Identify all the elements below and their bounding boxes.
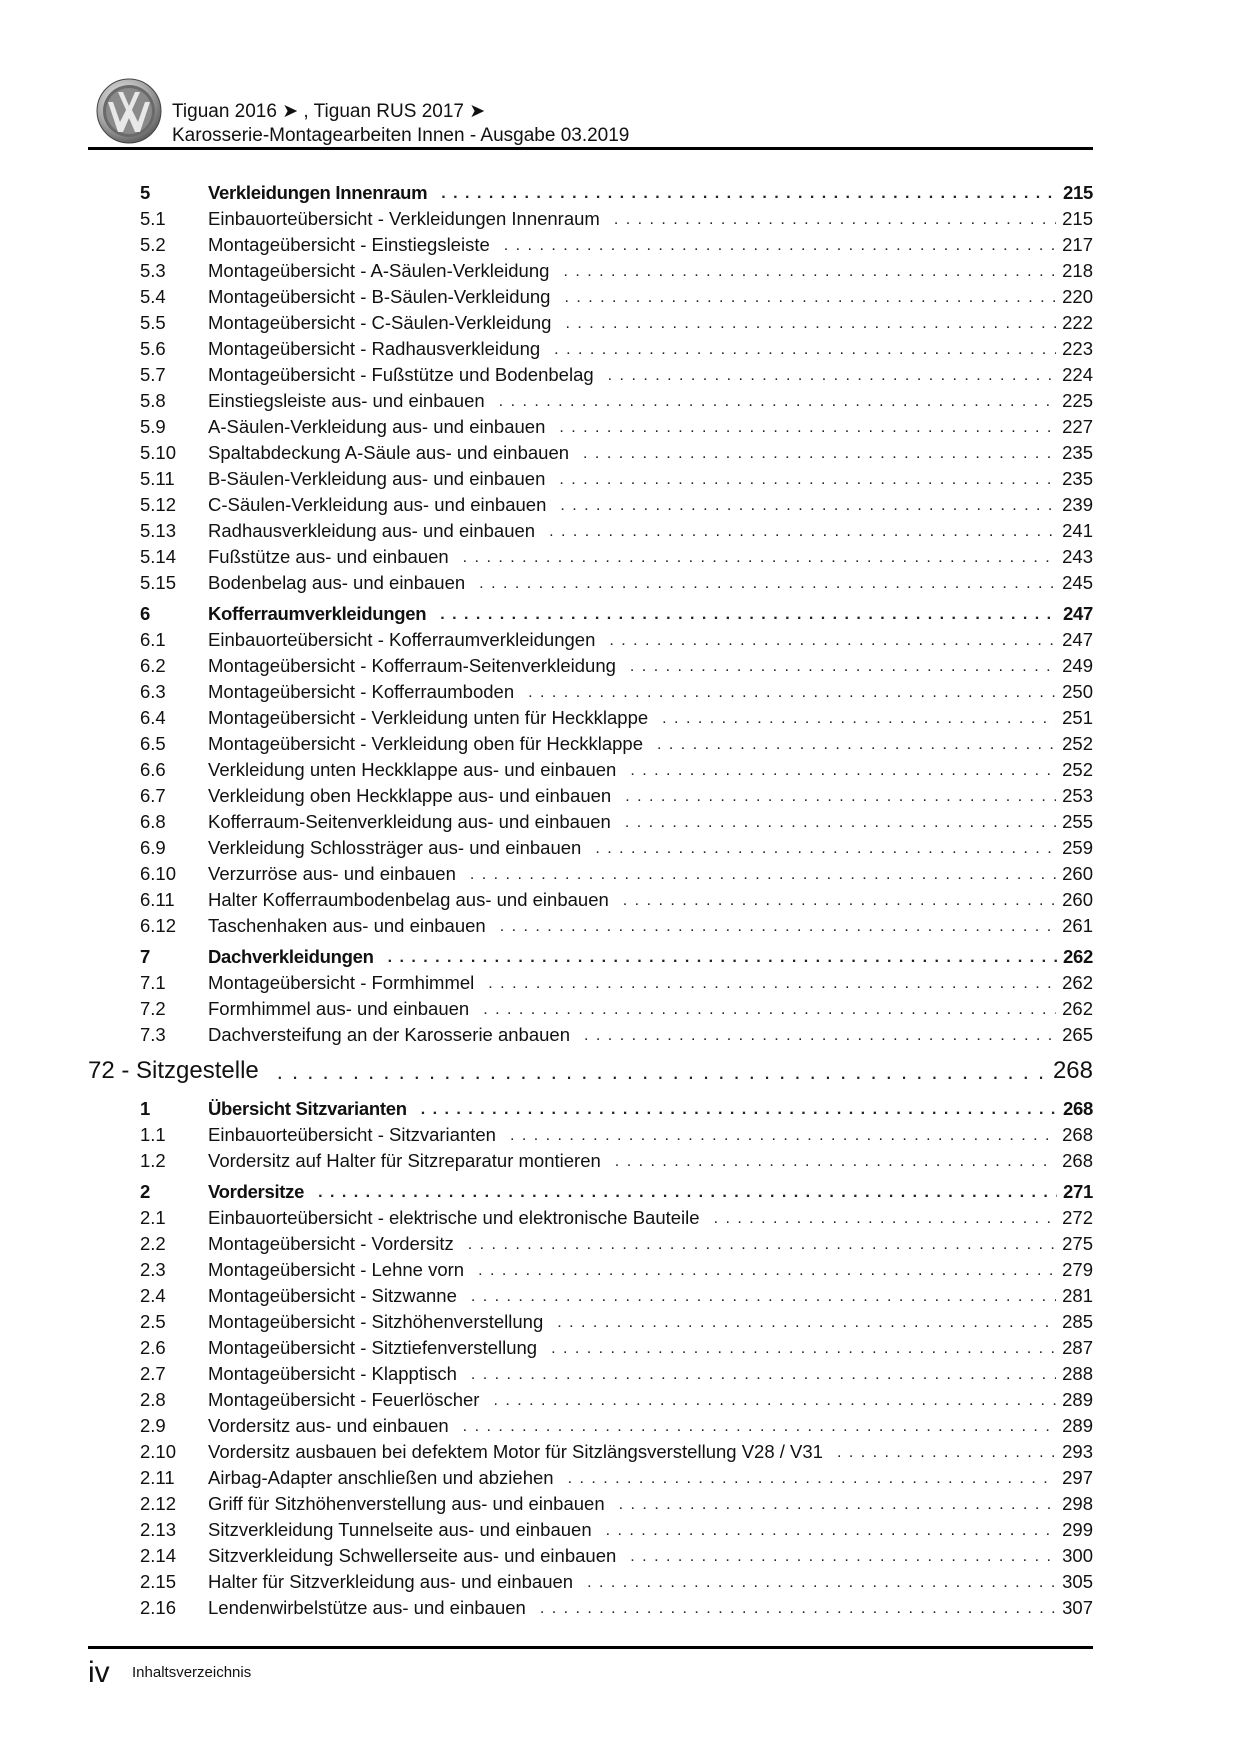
toc-entry-title: C-Säulen-Verkleidung aus- und einbauen: [208, 494, 547, 515]
toc-entry-page: 300: [1062, 1545, 1093, 1566]
toc-dot-leader: [277, 1057, 1047, 1085]
toc-entry-page: 289: [1062, 1389, 1093, 1410]
footer-divider: [88, 1646, 1093, 1649]
toc-entry-number: 5.12: [140, 494, 177, 515]
toc-entry[interactable]: [140, 259, 1093, 283]
toc-dot-leader: [565, 313, 1056, 333]
toc-entry-title: Dachverkleidungen: [208, 946, 374, 967]
toc-entry[interactable]: [140, 1414, 1093, 1438]
toc-entry-title: Halter für Sitzverkleidung aus- und einbauen: [208, 1571, 574, 1592]
toc-entry[interactable]: [140, 285, 1093, 309]
toc-dot-leader: [440, 604, 1057, 624]
toc-entry-page: 250: [1062, 681, 1093, 702]
toc-entry-title: Montageübersicht - C-Säulen-Verkleidung: [208, 312, 552, 333]
toc-entry[interactable]: [140, 1492, 1093, 1516]
toc-entry-page: 239: [1062, 494, 1093, 515]
toc-dot-leader: [630, 760, 1056, 780]
toc-dot-leader: [837, 1442, 1056, 1462]
toc-entry-title: Fußstütze aus- und einbauen: [208, 546, 449, 567]
toc-dot-leader: [630, 656, 1056, 676]
toc-entry-page: 305: [1062, 1571, 1093, 1592]
toc-entry-page: 272: [1062, 1207, 1093, 1228]
toc-entry-number: 5.9: [140, 416, 166, 437]
toc-entry-number: 2.12: [140, 1493, 177, 1514]
toc-entry[interactable]: [140, 441, 1093, 465]
toc-entry-title: Montageübersicht - Lehne vorn: [208, 1259, 465, 1280]
toc-entry-title: Dachversteifung an der Karosserie anbauen: [208, 1024, 571, 1045]
toc-entry-title: Einbauorteübersicht - Kofferraumverkleidungen: [208, 629, 596, 650]
toc-entry-page: 262: [1063, 946, 1093, 967]
toc-entry-title: Vordersitz auf Halter für Sitzreparatur montieren: [208, 1150, 601, 1171]
toc-entry[interactable]: [140, 758, 1093, 782]
toc-entry-title: Montageübersicht - Sitzhöhenverstellung: [208, 1311, 544, 1332]
toc-entry-title: Airbag-Adapter anschließen und abziehen: [208, 1467, 554, 1488]
toc-entry-number: 5.8: [140, 390, 166, 411]
toc-entry[interactable]: [140, 363, 1093, 387]
toc-entry-number: 2.16: [140, 1597, 177, 1618]
toc-entry-page: 218: [1062, 260, 1093, 281]
toc-entry-page: 307: [1062, 1597, 1093, 1618]
toc-entry[interactable]: [140, 1149, 1093, 1173]
toc-entry-page: 259: [1062, 837, 1093, 858]
toc-entry-number: 5.3: [140, 260, 166, 281]
toc-dot-leader: [609, 630, 1056, 650]
toc-entry-number: 6.7: [140, 785, 166, 806]
toc-entry-number: 2.4: [140, 1285, 166, 1306]
toc-entry-title: Montageübersicht - Kofferraumboden: [208, 681, 515, 702]
toc-entry-title: Verkleidung unten Heckklappe aus- und einbauen: [208, 759, 617, 780]
toc-entry-number: 2: [140, 1181, 150, 1202]
toc-entry-title: Montageübersicht - Kofferraum-Seitenverkleidung: [208, 655, 616, 676]
toc-section[interactable]: [140, 945, 1093, 969]
toc-entry-title: Montageübersicht - Verkleidung unten für Heckklappe: [208, 707, 649, 728]
toc-dot-leader: [488, 973, 1056, 993]
toc-entry-number: 6.4: [140, 707, 166, 728]
toc-entry[interactable]: [140, 311, 1093, 335]
toc-entry-page: 268: [1062, 1124, 1093, 1145]
toc-entry-number: 2.2: [140, 1233, 166, 1254]
toc-dot-leader: [564, 287, 1056, 307]
toc-entry-page: 252: [1062, 733, 1093, 754]
toc-entry-number: 5.14: [140, 546, 177, 567]
toc-entry[interactable]: [140, 862, 1093, 886]
toc-dot-leader: [468, 1234, 1056, 1254]
toc-entry-number: 2.14: [140, 1545, 177, 1566]
toc-entry-page: 215: [1062, 208, 1093, 229]
toc-dot-leader: [540, 1598, 1056, 1618]
toc-entry-title: Einbauorteübersicht - Verkleidungen Innenraum: [208, 208, 600, 229]
toc-dot-leader: [463, 1416, 1056, 1436]
toc-dot-leader: [557, 1312, 1056, 1332]
toc-entry-page: 225: [1062, 390, 1093, 411]
toc-dot-leader: [478, 1260, 1056, 1280]
toc-entry[interactable]: [140, 1362, 1093, 1386]
toc-entry-title: Kofferraum-Seitenverkleidung aus- und einbauen: [208, 811, 611, 832]
toc-entry[interactable]: [140, 1232, 1093, 1256]
toc-dot-leader: [619, 1494, 1056, 1514]
toc-dot-leader: [662, 708, 1056, 728]
toc-dot-leader: [623, 890, 1056, 910]
header-divider: [88, 147, 1093, 150]
toc-dot-leader: [559, 417, 1056, 437]
toc-entry-title: Lendenwirbelstütze aus- und einbauen: [208, 1597, 526, 1618]
toc-dot-leader: [630, 1546, 1056, 1566]
toc-entry-number: 5.1: [140, 208, 166, 229]
toc-entry-number: 5.10: [140, 442, 177, 463]
toc-entry[interactable]: [140, 1544, 1093, 1568]
toc-entry-number: 2.11: [140, 1467, 175, 1488]
toc-entry-page: 265: [1062, 1024, 1093, 1045]
toc-entry-title: Montageübersicht - B-Säulen-Verkleidung: [208, 286, 551, 307]
toc-entry-number: 7.3: [140, 1024, 166, 1045]
toc-chapter[interactable]: [88, 1055, 1093, 1087]
toc-entry-number: 2.1: [140, 1207, 166, 1228]
toc-entry-page: 262: [1062, 972, 1093, 993]
toc-entry[interactable]: [140, 654, 1093, 678]
toc-entry-title: B-Säulen-Verkleidung aus- und einbauen: [208, 468, 546, 489]
toc-entry-number: 6.11: [140, 889, 175, 910]
toc-entry-number: 6.9: [140, 837, 166, 858]
toc-entry[interactable]: [140, 1440, 1093, 1464]
toc-entry-page: 262: [1062, 998, 1093, 1019]
toc-entry-page: 268: [1062, 1150, 1093, 1171]
toc-entry-number: 2.10: [140, 1441, 177, 1462]
toc-dot-leader: [551, 1338, 1056, 1358]
toc-entry-page: 220: [1062, 286, 1093, 307]
toc-entry-number: 5.15: [140, 572, 177, 593]
toc-entry-number: 6.10: [140, 863, 177, 884]
toc-dot-leader: [595, 838, 1056, 858]
toc-entry-title: Vordersitze: [208, 1181, 305, 1202]
toc-entry-page: 287: [1062, 1337, 1093, 1358]
toc-entry[interactable]: [140, 628, 1093, 652]
toc-entry-title: Montageübersicht - Formhimmel: [208, 972, 475, 993]
toc-entry[interactable]: [140, 971, 1093, 995]
toc-entry-page: 289: [1062, 1415, 1093, 1436]
toc-entry-number: 1.2: [140, 1150, 166, 1171]
toc-entry-number: 5.2: [140, 234, 166, 255]
toc-dot-leader: [421, 1099, 1057, 1119]
toc-entry-number: 6: [140, 603, 150, 624]
toc-entry-number: 2.9: [140, 1415, 166, 1436]
toc-dot-leader: [625, 786, 1056, 806]
toc-entry-page: 279: [1062, 1259, 1093, 1280]
toc-dot-leader: [479, 573, 1056, 593]
toc-entry-number: 5.5: [140, 312, 166, 333]
toc-entry[interactable]: [140, 493, 1093, 517]
toc-entry-number: 6.5: [140, 733, 166, 754]
toc-entry-title: A-Säulen-Verkleidung aus- und einbauen: [208, 416, 546, 437]
toc-entry[interactable]: [140, 571, 1093, 595]
toc-entry-page: 298: [1062, 1493, 1093, 1514]
toc-entry[interactable]: [140, 1466, 1093, 1490]
toc-dot-leader: [615, 1151, 1056, 1171]
toc-entry[interactable]: [140, 1336, 1093, 1360]
toc-entry[interactable]: [140, 732, 1093, 756]
toc-entry[interactable]: [140, 1388, 1093, 1412]
toc-entry[interactable]: [140, 1284, 1093, 1308]
toc-entry-number: 2.15: [140, 1571, 177, 1592]
toc-entry[interactable]: [140, 1206, 1093, 1230]
toc-entry[interactable]: [140, 1518, 1093, 1542]
toc-dot-leader: [614, 209, 1056, 229]
toc-entry[interactable]: [140, 233, 1093, 257]
toc-entry-title: Montageübersicht - Sitztiefenverstellung: [208, 1337, 538, 1358]
toc-entry-title: Verkleidung Schlossträger aus- und einbauen: [208, 837, 582, 858]
toc-dot-leader: [608, 365, 1056, 385]
toc-dot-leader: [470, 864, 1056, 884]
toc-entry-number: 6.8: [140, 811, 166, 832]
toc-entry-title: Kofferraumverkleidungen: [208, 603, 427, 624]
toc-entry[interactable]: [140, 545, 1093, 569]
toc-entry-title: Montageübersicht - Fußstütze und Bodenbelag: [208, 364, 594, 385]
toc-dot-leader: [388, 947, 1057, 967]
toc-entry[interactable]: [140, 1596, 1093, 1620]
toc-entry[interactable]: [140, 1570, 1093, 1594]
toc-entry[interactable]: [140, 680, 1093, 704]
toc-entry-page: 299: [1062, 1519, 1093, 1540]
toc-entry[interactable]: [140, 836, 1093, 860]
toc-entry-page: 249: [1062, 655, 1093, 676]
toc-entry-number: 5.13: [140, 520, 177, 541]
vw-logo-icon: [96, 78, 162, 144]
toc-entry-title: Montageübersicht - Klapptisch: [208, 1363, 457, 1384]
toc-entry-page: 243: [1062, 546, 1093, 567]
toc-entry[interactable]: [140, 810, 1093, 834]
toc-dot-leader: [528, 682, 1056, 702]
toc-entry[interactable]: [140, 784, 1093, 808]
toc-entry-number: 5.6: [140, 338, 166, 359]
toc-dot-leader: [499, 391, 1056, 411]
toc-section[interactable]: [140, 181, 1093, 205]
toc-dot-leader: [510, 1125, 1056, 1145]
toc-entry-title: Einbauorteübersicht - Sitzvarianten: [208, 1124, 496, 1145]
toc-entry-title: Sitzverkleidung Schwellerseite aus- und einbauen: [208, 1545, 617, 1566]
toc-entry-title: Montageübersicht - A-Säulen-Verkleidung: [208, 260, 550, 281]
toc-section[interactable]: [140, 1180, 1093, 1204]
toc-entry-number: 6.12: [140, 915, 177, 936]
toc-entry-number: 2.7: [140, 1363, 166, 1384]
toc-entry[interactable]: [140, 207, 1093, 231]
toc-dot-leader: [504, 235, 1056, 255]
toc-entry-number: 6.1: [140, 629, 166, 650]
toc-entry-number: 5.4: [140, 286, 166, 307]
toc-entry-title: Einstiegsleiste aus- und einbauen: [208, 390, 485, 411]
toc-entry-page: 297: [1062, 1467, 1093, 1488]
toc-entry-title: Verkleidungen Innenraum: [208, 182, 428, 203]
toc-dot-leader: [483, 999, 1056, 1019]
toc-entry-number: 5: [140, 182, 150, 203]
toc-section[interactable]: [140, 1097, 1093, 1121]
toc-entry-number: 5.7: [140, 364, 166, 385]
toc-dot-leader: [714, 1208, 1057, 1228]
toc-entry-page: 285: [1062, 1311, 1093, 1332]
toc-entry-page: 288: [1062, 1363, 1093, 1384]
toc-entry-title: Vordersitz ausbauen bei defektem Motor für Sitzlängsverstellung V28 / V31: [208, 1441, 823, 1462]
toc-entry-page: 271: [1063, 1181, 1093, 1202]
toc-dot-leader: [493, 1390, 1056, 1410]
toc-entry-page: 227: [1062, 416, 1093, 437]
toc-entry-number: 6.3: [140, 681, 166, 702]
toc-entry[interactable]: [140, 519, 1093, 543]
toc-entry-number: 7: [140, 946, 150, 967]
toc-entry[interactable]: [140, 467, 1093, 491]
toc-entry-page: 215: [1063, 182, 1093, 203]
toc-dot-leader: [657, 734, 1056, 754]
toc-entry-title: Halter Kofferraumbodenbelag aus- und einbauen: [208, 889, 609, 910]
toc-entry-page: 241: [1062, 520, 1093, 541]
toc-entry-title: Montageübersicht - Vordersitz: [208, 1233, 454, 1254]
toc-entry-page: 235: [1062, 442, 1093, 463]
toc-dot-leader: [584, 1025, 1056, 1045]
toc-dot-leader: [463, 547, 1056, 567]
toc-entry[interactable]: [140, 888, 1093, 912]
toc-entry-title: Verzurröse aus- und einbauen: [208, 863, 456, 884]
toc-entry-number: 2.3: [140, 1259, 166, 1280]
toc-entry-number: 1.1: [140, 1124, 166, 1145]
toc-dot-leader: [500, 916, 1056, 936]
toc-entry-page: 224: [1062, 364, 1093, 385]
toc-entry-title: Vordersitz aus- und einbauen: [208, 1415, 449, 1436]
toc-entry-title: Montageübersicht - Radhausverkleidung: [208, 338, 541, 359]
footer-label: Inhaltsverzeichnis: [132, 1664, 252, 1681]
toc-entry[interactable]: [140, 415, 1093, 439]
toc-dot-leader: [549, 521, 1056, 541]
toc-entry-title: Sitzverkleidung Tunnelseite aus- und einbauen: [208, 1519, 592, 1540]
toc-entry-title: Verkleidung oben Heckklappe aus- und einbauen: [208, 785, 612, 806]
toc-entry-page: 293: [1062, 1441, 1093, 1462]
toc-dot-leader: [563, 261, 1056, 281]
toc-entry[interactable]: [140, 1310, 1093, 1334]
toc-entry-title: Griff für Sitzhöhenverstellung aus- und einbauen: [208, 1493, 605, 1514]
toc-entry-number: 6.6: [140, 759, 166, 780]
toc-entry-number: 2.13: [140, 1519, 177, 1540]
toc-entry-page: 261: [1062, 915, 1093, 936]
toc-entry-number: 5.11: [140, 468, 175, 489]
toc-entry-title: Radhausverkleidung aus- und einbauen: [208, 520, 536, 541]
toc-entry-page: 275: [1062, 1233, 1093, 1254]
toc-dot-leader: [559, 469, 1056, 489]
toc-dot-leader: [587, 1572, 1056, 1592]
toc-entry[interactable]: [140, 997, 1093, 1021]
toc-entry-page: 251: [1062, 707, 1093, 728]
toc-section[interactable]: [140, 602, 1093, 626]
toc-entry-page: 245: [1062, 572, 1093, 593]
toc-entry-page: 235: [1062, 468, 1093, 489]
toc-entry[interactable]: [140, 337, 1093, 361]
toc-dot-leader: [568, 1468, 1057, 1488]
toc-entry-title: Montageübersicht - Einstiegsleiste: [208, 234, 490, 255]
toc-entry-number: 7.1: [140, 972, 166, 993]
toc-entry[interactable]: [140, 706, 1093, 730]
toc-entry-page: 260: [1062, 863, 1093, 884]
toc-entry-title: Formhimmel aus- und einbauen: [208, 998, 470, 1019]
toc-dot-leader: [560, 495, 1056, 515]
toc-entry-number: 1: [140, 1098, 150, 1119]
toc-entry-page: 223: [1062, 338, 1093, 359]
toc-dot-leader: [583, 443, 1056, 463]
toc-entry-number: 2.6: [140, 1337, 166, 1358]
toc-entry-number: 7.2: [140, 998, 166, 1019]
toc-entry-title: Montageübersicht - Sitzwanne: [208, 1285, 457, 1306]
toc-entry-number: 6.2: [140, 655, 166, 676]
toc-dot-leader: [625, 812, 1056, 832]
toc-entry[interactable]: [140, 1258, 1093, 1282]
toc-entry-title: Einbauorteübersicht - elektrische und elektronische Bauteile: [208, 1207, 700, 1228]
toc-entry[interactable]: [140, 914, 1093, 938]
toc-entry-title: Spaltabdeckung A-Säule aus- und einbauen: [208, 442, 570, 463]
toc-entry-page: 217: [1062, 234, 1093, 255]
toc-dot-leader: [318, 1182, 1057, 1202]
toc-dot-leader: [554, 339, 1056, 359]
toc-entry-page: 255: [1062, 811, 1093, 832]
toc-entry-page: 252: [1062, 759, 1093, 780]
toc-entry-page: 281: [1062, 1285, 1093, 1306]
toc-entry[interactable]: [140, 1023, 1093, 1047]
toc-entry[interactable]: [140, 1123, 1093, 1147]
toc-entry-number: 2.8: [140, 1389, 166, 1410]
toc-entry-page: 268: [1052, 1057, 1093, 1084]
toc-dot-leader: [441, 183, 1057, 203]
toc-dot-leader: [471, 1286, 1056, 1306]
toc-entry-page: 268: [1063, 1098, 1093, 1119]
footer-page-number: iv: [88, 1656, 110, 1689]
toc-entry-page: 260: [1062, 889, 1093, 910]
toc-entry-title: Montageübersicht - Feuerlöscher: [208, 1389, 480, 1410]
header-vehicle-models: Tiguan 2016 ➤ , Tiguan RUS 2017 ➤: [172, 101, 486, 122]
toc-entry-title: Bodenbelag aus- und einbauen: [208, 572, 466, 593]
toc-entry-page: 222: [1062, 312, 1093, 333]
toc-dot-leader: [471, 1364, 1056, 1384]
header-manual-title: Karosserie-Montagearbeiten Innen - Ausgabe 03.2019: [172, 125, 630, 146]
toc-entry[interactable]: [140, 389, 1093, 413]
toc-entry-title: Montageübersicht - Verkleidung oben für Heckklappe: [208, 733, 644, 754]
toc-entry-page: 247: [1062, 629, 1093, 650]
toc-entry-title: 72 - Sitzgestelle: [88, 1057, 259, 1084]
toc-entry-page: 247: [1063, 603, 1093, 624]
toc-entry-title: Taschenhaken aus- und einbauen: [208, 915, 486, 936]
toc-entry-title: Übersicht Sitzvarianten: [208, 1098, 407, 1119]
toc-entry-page: 253: [1062, 785, 1093, 806]
toc-entry-number: 2.5: [140, 1311, 166, 1332]
toc-dot-leader: [606, 1520, 1057, 1540]
